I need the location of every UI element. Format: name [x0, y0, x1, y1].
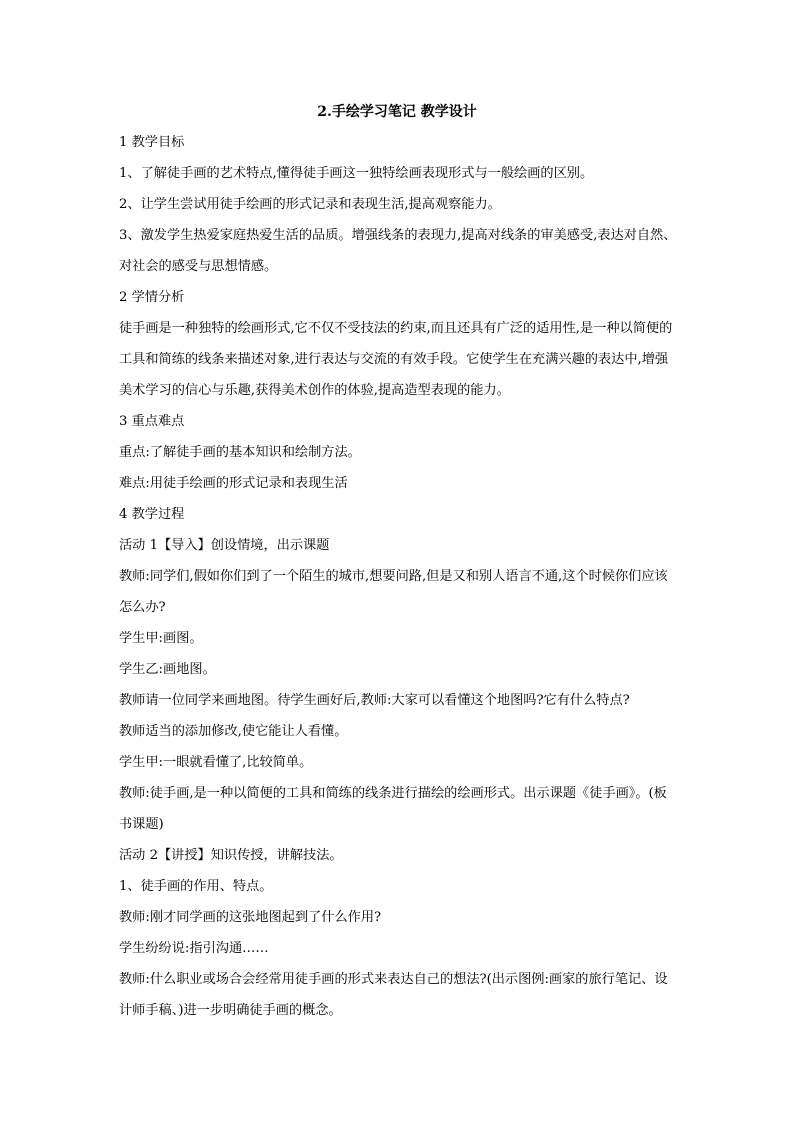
- paragraph: 徒手画是一种独特的绘画形式,它不仅不受技法的约束,而且还具有广泛的适用性,是一种以简便的工具和简练的线条来描述对象,进行表达与交流的有效手段。它使学生在充满兴趣的表达中,增强美术学习的信心与乐趣,获得美术创作的体验,提高造型表现的能力。: [119, 321, 673, 398]
- paragraph: 2、让学生尝试用徒手绘画的形式记录和表现生活,提高观察能力。: [119, 197, 501, 212]
- section-heading-key-points: 3 重点难点: [119, 414, 185, 429]
- paragraph: 重点:了解徒手画的基本知识和绘制方法。: [119, 445, 361, 460]
- paragraph: 学生纷纷说:指引沟通……: [119, 941, 269, 956]
- paragraph: 教师适当的添加修改,使它能让人看懂。: [119, 724, 348, 739]
- paragraph: 教师:刚才同学画的这张地图起到了什么作用?: [119, 910, 382, 925]
- paragraph: 难点:用徒手绘画的形式记录和表现生活: [119, 476, 348, 491]
- paragraph: 学生甲:一眼就看懂了,比较简单。: [119, 755, 313, 770]
- paragraph: 3、激发学生热爱家庭热爱生活的品质。增强线条的表现力,提高对线条的审美感受,表达对自然、对社会的感受与思想情感。: [119, 228, 677, 274]
- activity-heading: 活动 2【讲授】知识传授，讲解技法。: [119, 848, 343, 863]
- document-title: 2.手绘学习笔记 教学设计: [317, 104, 477, 120]
- section-heading-analysis: 2 学情分析: [119, 290, 185, 305]
- paragraph: 教师:徒手画,是一种以简便的工具和简练的线条进行描绘的绘画形式。出示课题《徒手画》。(板书课题): [119, 786, 667, 832]
- paragraph: 学生乙:画地图。: [119, 662, 216, 677]
- paragraph: 1、了解徒手画的艺术特点,懂得徒手画这一独特绘画表现形式与一般绘画的区别。: [119, 166, 594, 181]
- paragraph: 1、徒手画的作用、特点。: [119, 879, 273, 894]
- document-body: [119, 127, 677, 1026]
- section-heading-objectives: 1 教学目标: [119, 135, 185, 150]
- paragraph: 教师:同学们,假如你们到了一个陌生的城市,想要问路,但是又和别人语言不通,这个时候你们应该怎么办?: [119, 569, 668, 615]
- activity-heading: 活动 1【导入】创设情境，出示课题: [119, 538, 330, 553]
- paragraph: 学生甲:画图。: [119, 631, 203, 646]
- section-heading-process: 4 教学过程: [119, 507, 185, 522]
- paragraph: 教师:什么职业或场合会经常用徒手画的形式来表达自己的想法?(出示图例:画家的旅行笔记、设计师手稿、)进一步明确徒手画的概念。: [119, 972, 668, 1018]
- paragraph: 教师请一位同学来画地图。待学生画好后,教师:大家可以看懂这个地图吗?它有什么特点?: [119, 693, 630, 708]
